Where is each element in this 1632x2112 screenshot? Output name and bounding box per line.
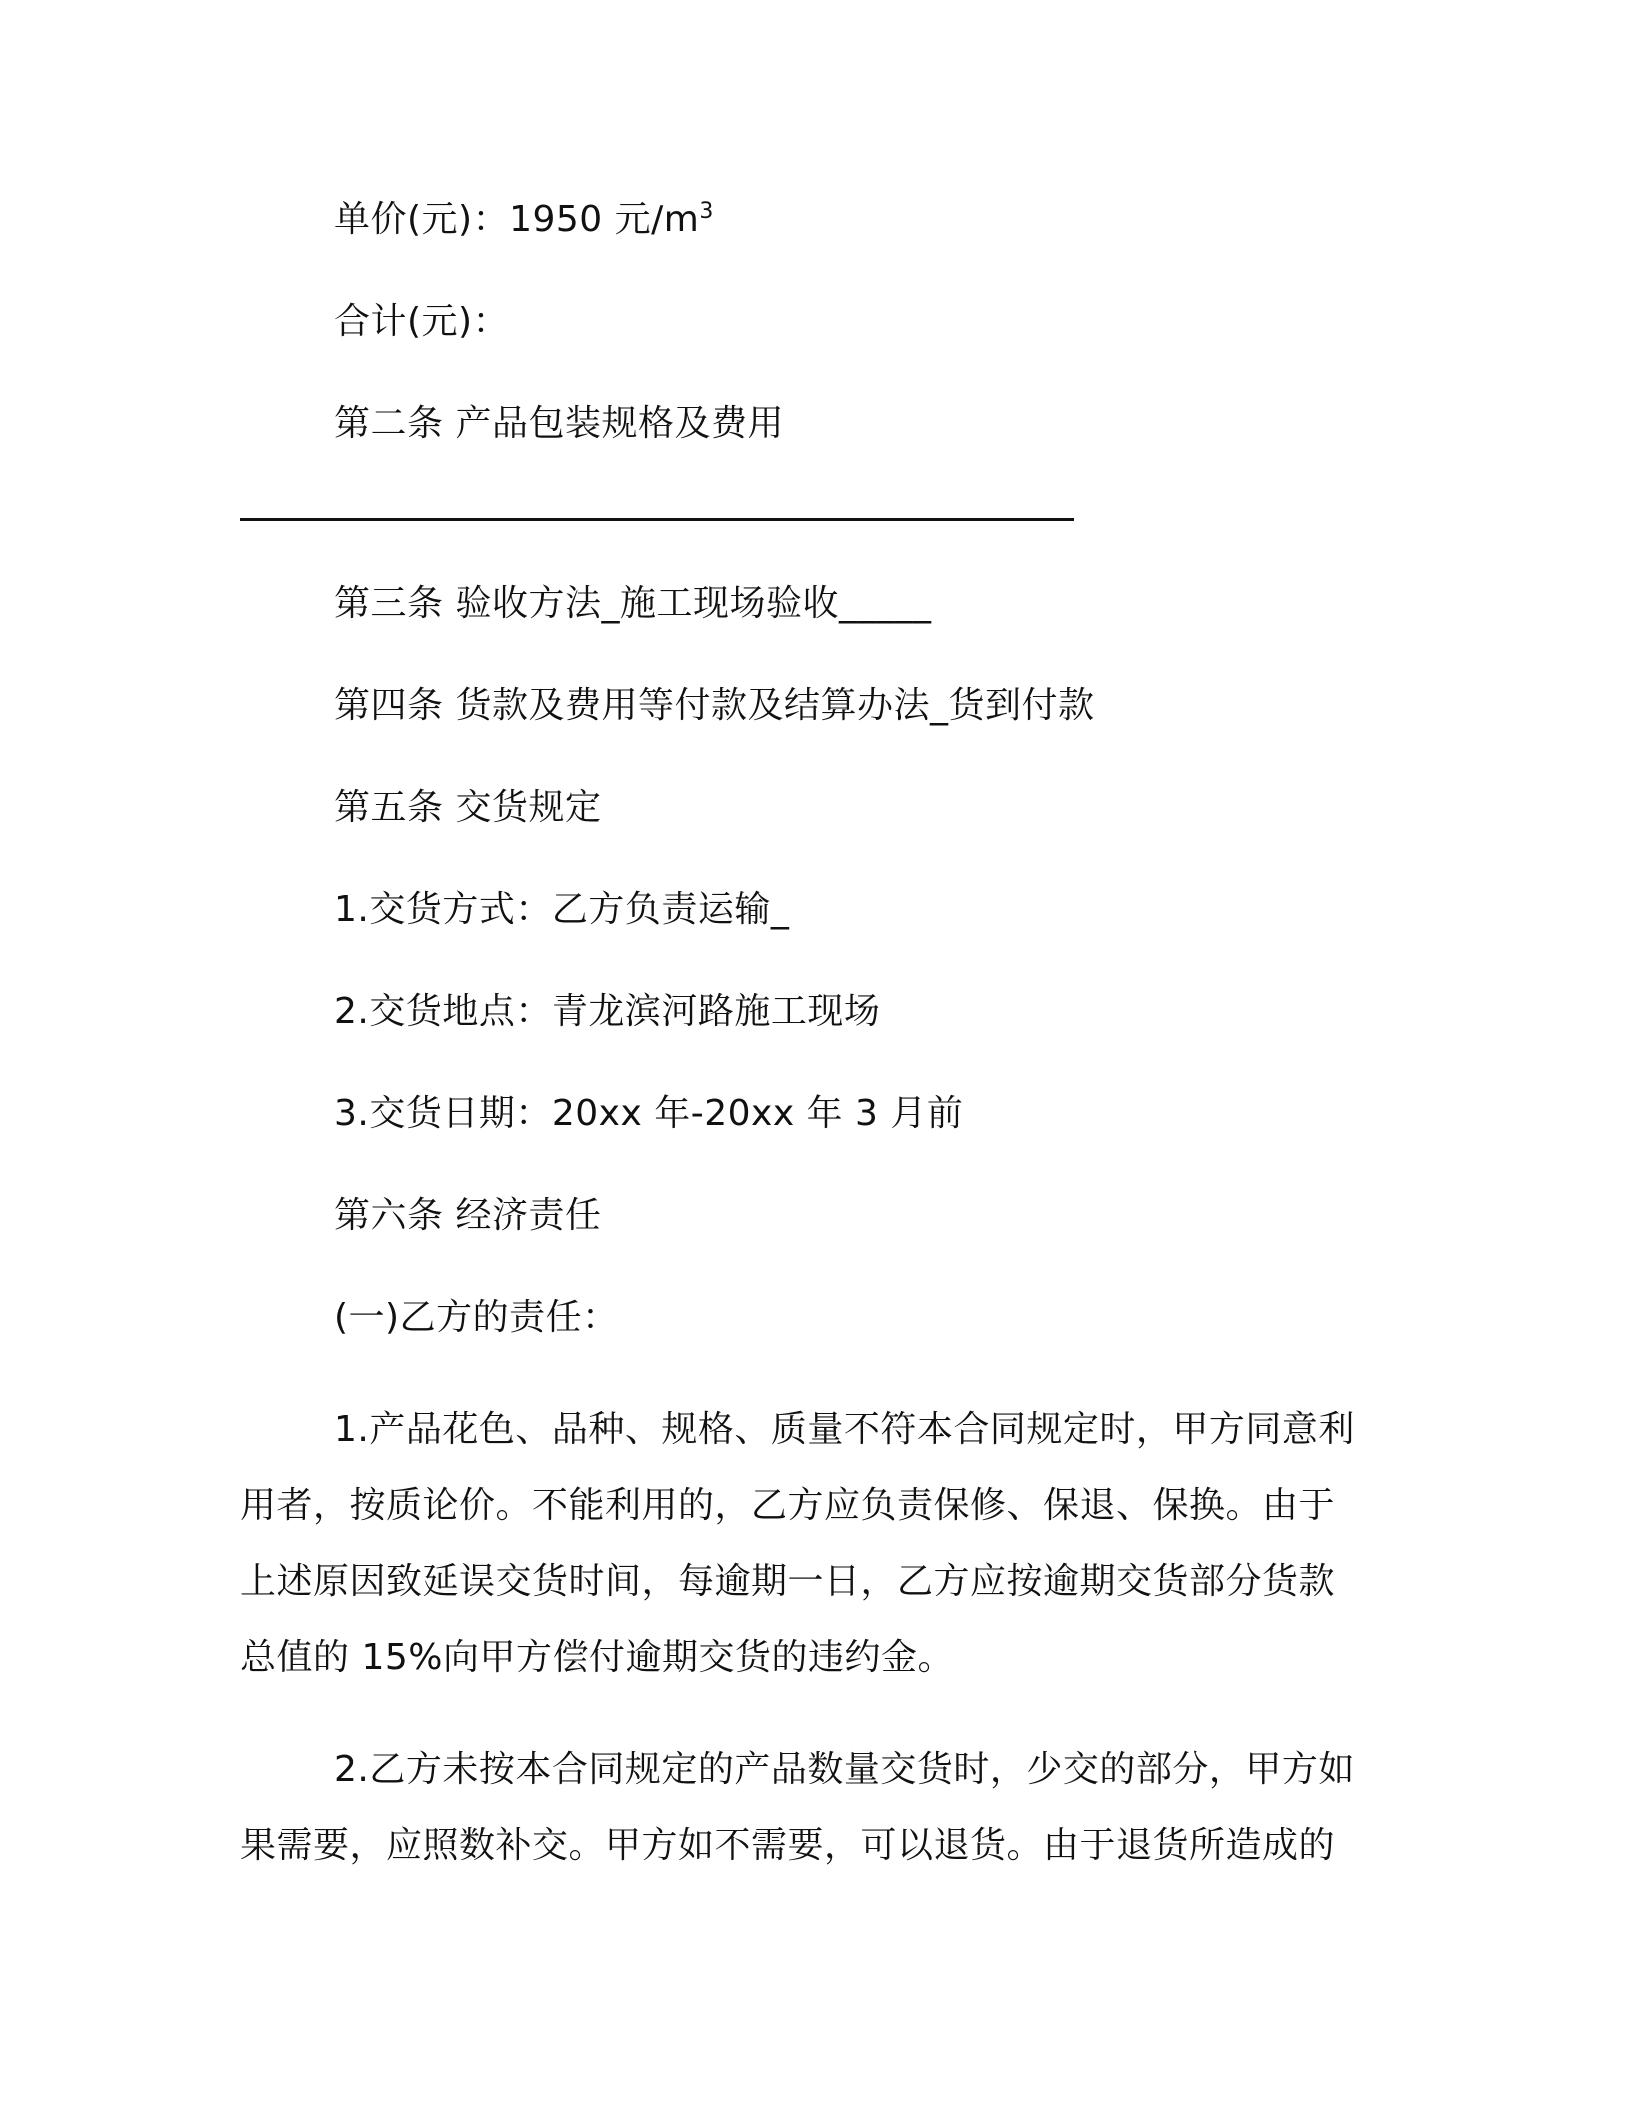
total-line: 合计(元)：: [334, 301, 510, 342]
unit-price-exponent: 3: [699, 199, 714, 224]
delivery-method-line: 1.交货方式：乙方负责运输_: [334, 889, 790, 930]
article-2-heading: 第二条 产品包装规格及费用: [334, 403, 784, 444]
clause-2-line-2: 果需要，应照数补交。甲方如不需要，可以退货。由于退货所造成的: [240, 1825, 1336, 1866]
unit-price-label: 单价(元)：: [334, 199, 510, 240]
clause-1-line-4: 总值的 15%向甲方偿付逾期交货的违约金。: [240, 1637, 954, 1678]
clause-1-line-3: 上述原因致延误交货时间，每逾期一日，乙方应按逾期交货部分货款: [240, 1561, 1336, 1602]
article-6-heading: 第六条 经济责任: [334, 1195, 602, 1236]
article-5-heading: 第五条 交货规定: [334, 787, 602, 828]
unit-price-line: [334, 196, 714, 244]
clause-1-line-1: 1.产品花色、品种、规格、质量不符本合同规定时，甲方同意利: [334, 1409, 1355, 1450]
unit-price-value: 1950 元/m: [509, 199, 700, 240]
delivery-place-line: 2.交货地点：青龙滨河路施工现场: [334, 991, 881, 1032]
clause-1-line-2: 用者，按质论价。不能利用的，乙方应负责保修、保退、保换。由于: [240, 1485, 1336, 1526]
clause-2-line-1: 2.乙方未按本合同规定的产品数量交货时，少交的部分，甲方如: [334, 1749, 1355, 1790]
blank-fill-line: [240, 518, 1074, 521]
party-b-responsibility-heading: (一)乙方的责任：: [334, 1297, 619, 1338]
delivery-date-line: 3.交货日期：20xx 年-20xx 年 3 月前: [334, 1093, 964, 1134]
article-4-line: 第四条 货款及费用等付款及结算办法_货到付款: [334, 685, 1095, 726]
article-3-line: 第三条 验收方法_施工现场验收_____: [334, 583, 932, 624]
